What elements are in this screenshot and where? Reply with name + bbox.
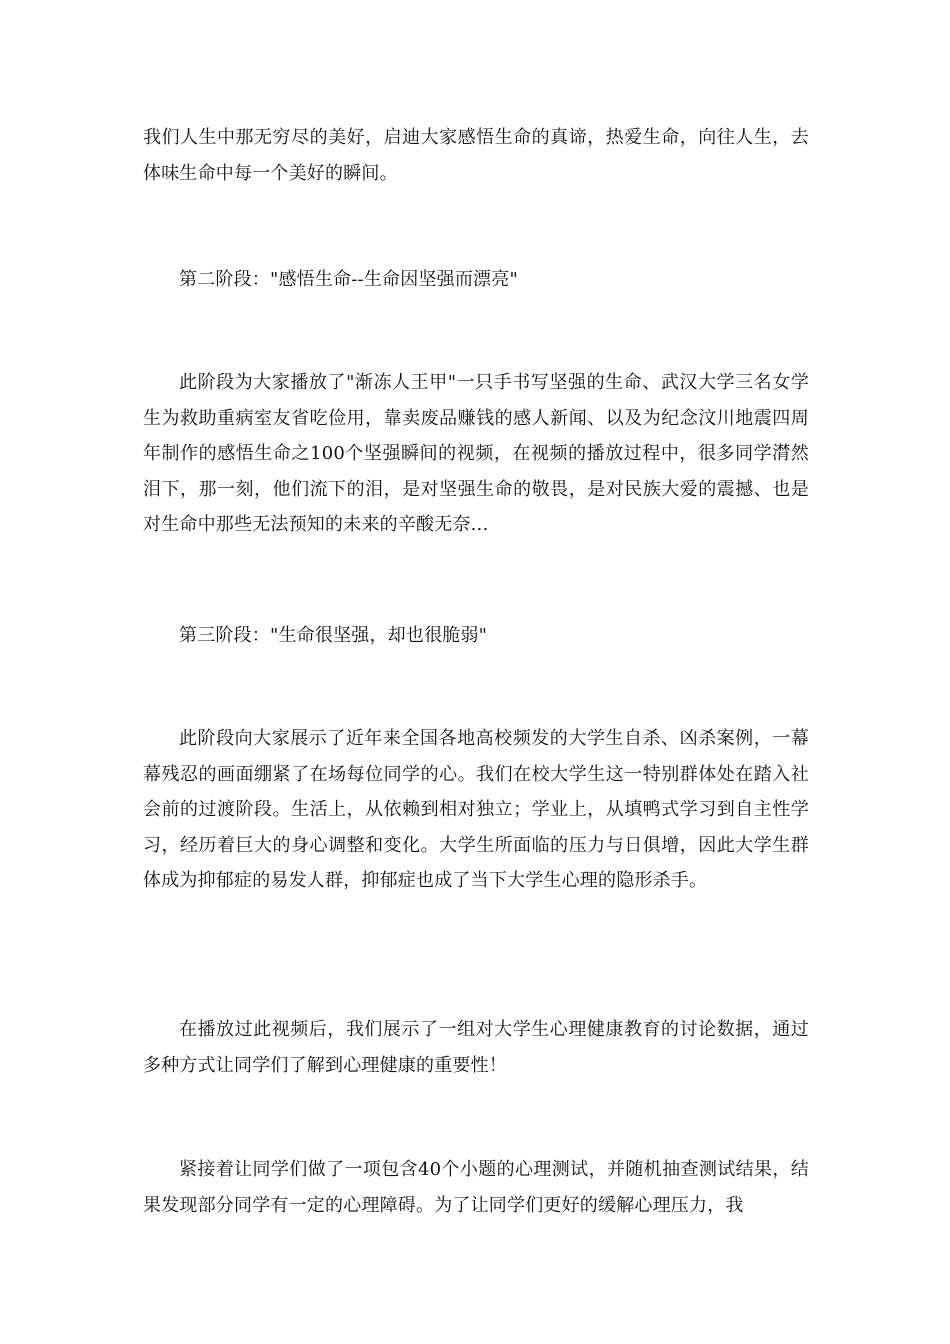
psychology-test-paragraph: 紧接着让同学们做了一项包含40个小题的心理测试，并随机抽查测试结果，结果发现部分同学有一定的心理障碍。为了让同学们更好的缓解心理压力，我 (143, 1159, 809, 1216)
stage-two-heading: 第二阶段："感悟生命--生命因坚强而漂亮" (179, 269, 518, 290)
video-discussion-paragraph: 在播放过此视频后，我们展示了一组对大学生心理健康教育的讨论数据，通过多种方式让同学们了解到心理健康的重要性！ (143, 1019, 809, 1076)
stage-three-heading: 第三阶段："生命很坚强，却也很脆弱" (179, 625, 488, 646)
stage-two-paragraph: 此阶段为大家播放了"渐冻人王甲"一只手书写坚强的生命、武汉大学三名女学生为救助重病室友省吃俭用，靠卖废品赚钱的感人新闻、以及为纪念汶川地震四周年制作的感悟生命之100个坚强瞬间的视频，在视频的播放过程中，很多同学潸然泪下，那一刻，他们流下的泪，是对坚强生命的敬畏，是对民族大爱的震撼、也是对生命中那些无法预知的未来的辛酸无奈... (143, 372, 809, 535)
paragraph-continuation: 我们人生中那无穷尽的美好，启迪大家感悟生命的真谛，热爱生命，向往人生，去体味生命中每一个美好的瞬间。 (143, 127, 809, 184)
stage-three-paragraph: 此阶段向大家展示了近年来全国各地高校频发的大学生自杀、凶杀案例，一幕幕残忍的画面绷紧了在场每位同学的心。我们在校大学生这一特别群体处在踏入社会前的过渡阶段。生活上，从依赖到相对独立；学业上，从填鸭式学习到自主性学习，经历着巨大的身心调整和变化。大学生所面临的压力与日俱增，因此大学生群体成为抑郁症的易发人群，抑郁症也成了当下大学生心理的隐形杀手。 (143, 728, 809, 891)
